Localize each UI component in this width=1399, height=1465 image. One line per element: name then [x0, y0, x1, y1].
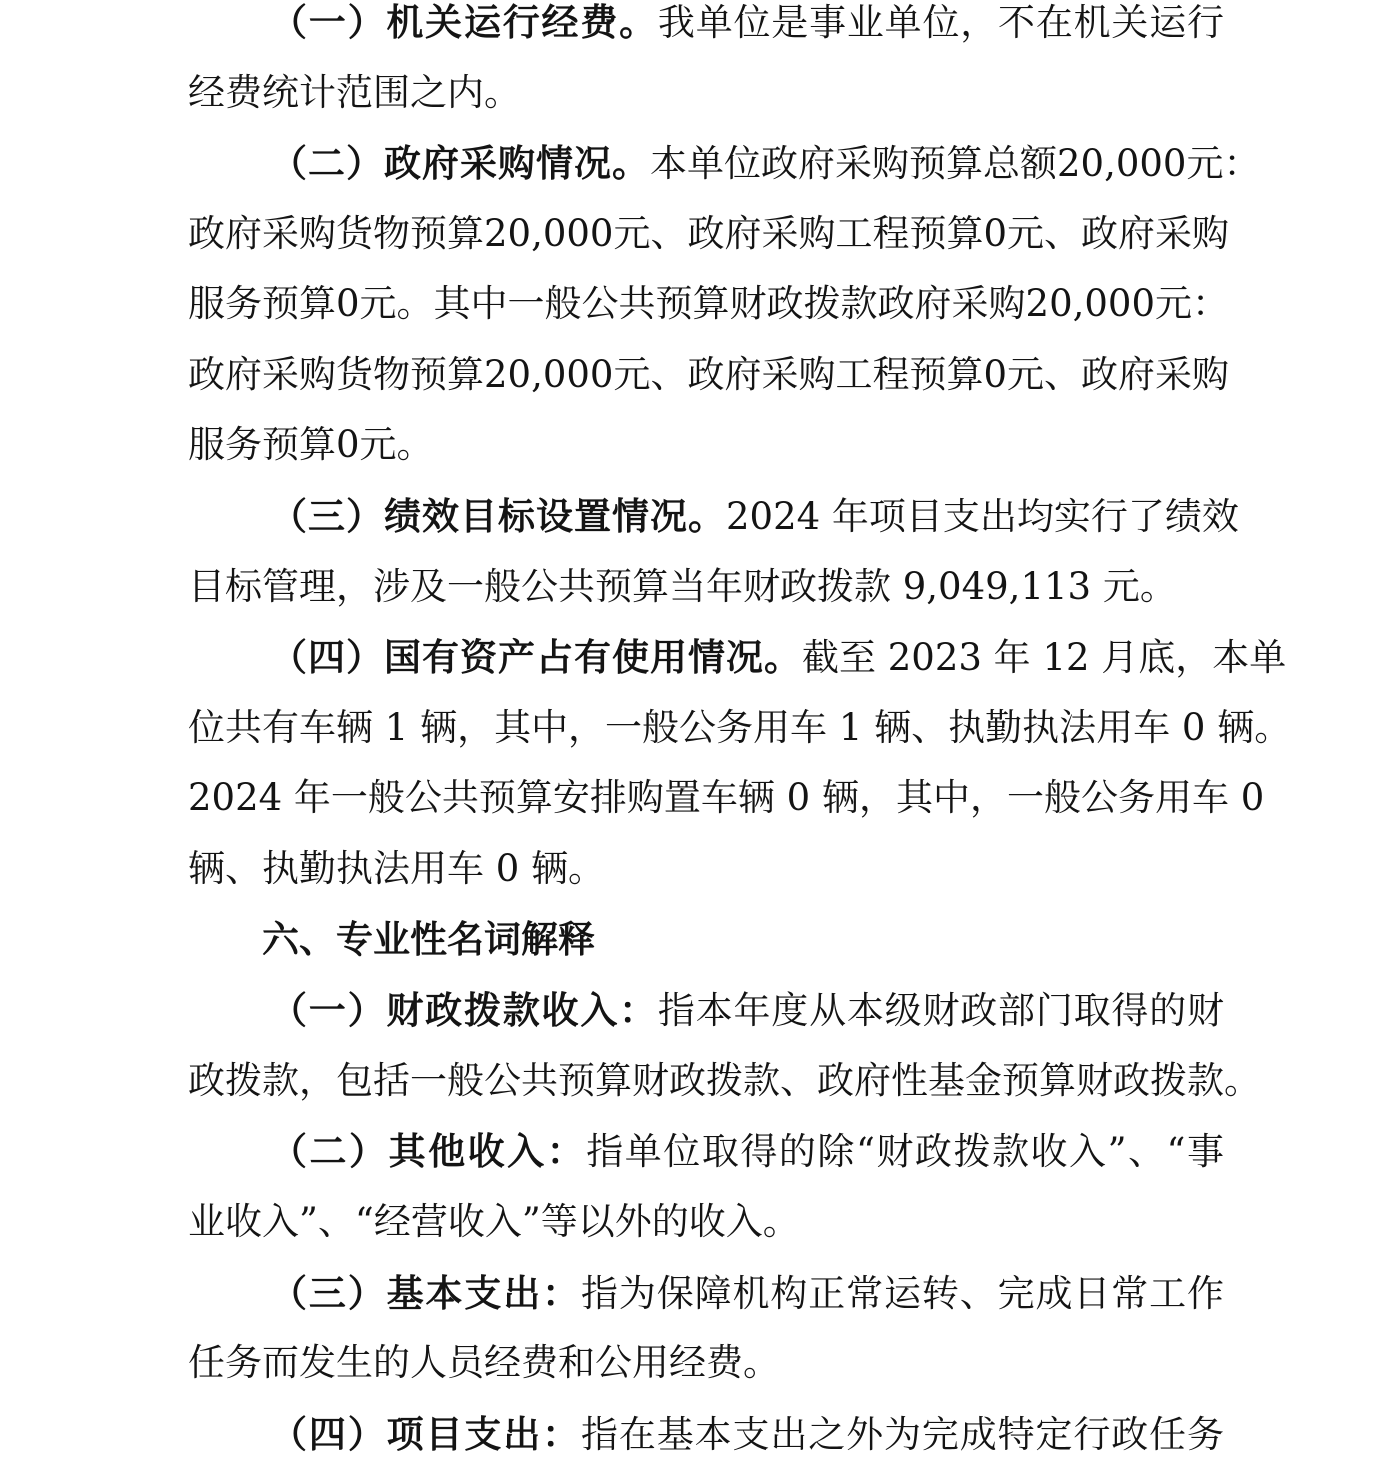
section-heading: 六、专业性名词解释: [262, 918, 595, 961]
paragraph-text: 我单位是事业单位，不在机关运行: [657, 1, 1225, 44]
paragraph-text: 指为保障机构正常运转、完成日常工作: [581, 1272, 1224, 1315]
section-title: （三）绩效目标设置情况。: [270, 494, 726, 538]
paragraph-line: [270, 980, 1224, 1040]
paragraph-line: 业收入”、“经营收入”等以外的收入。: [188, 1200, 800, 1243]
paragraph-line: [270, 1404, 1224, 1464]
paragraph-line: 2024 年一般公共预算安排购置车辆 0 辆，其中，一般公务用车 0: [188, 776, 1265, 819]
paragraph-line: [270, 486, 1239, 546]
section-title: （二）政府采购情况。: [270, 141, 650, 185]
paragraph-line: 服务预算0元。其中一般公共预算财政拨款政府采购20,000元：: [188, 282, 1230, 325]
paragraph-line: 政府采购货物预算20,000元、政府采购工程预算0元、政府采购: [188, 212, 1230, 255]
paragraph-line: 政府采购货物预算20,000元、政府采购工程预算0元、政府采购: [188, 353, 1230, 396]
paragraph-text: 指单位取得的除“财政拨款收入”、“事: [586, 1130, 1225, 1173]
paragraph-text: 指在基本支出之外为完成特定行政任务: [581, 1413, 1224, 1456]
paragraph-line: [270, 0, 1224, 52]
paragraph-line: 辆、执勤执法用车 0 辆。: [188, 847, 606, 890]
paragraph-line: 经费统计范围之内。: [188, 71, 521, 114]
paragraph-line: 服务预算0元。: [188, 423, 434, 466]
section-title: （四）国有资产占有使用情况。: [270, 635, 802, 679]
paragraph-line: 任务而发生的人员经费和公用经费。: [188, 1341, 780, 1384]
paragraph-text: 指本年度从本级财政部门取得的财: [657, 989, 1225, 1032]
paragraph-line: [270, 1263, 1224, 1323]
section-title: （一）机关运行经费。: [270, 0, 658, 44]
term-title: （三）基本支出：: [270, 1271, 581, 1315]
paragraph-line: 政拨款，包括一般公共预算财政拨款、政府性基金预算财政拨款。: [188, 1059, 1261, 1102]
paragraph-line: [270, 1121, 1224, 1181]
paragraph-line: [270, 133, 1261, 193]
paragraph-line: [270, 627, 1287, 687]
term-title: （一）财政拨款收入：: [270, 988, 658, 1032]
paragraph-text: 2024 年项目支出均实行了绩效: [726, 495, 1239, 538]
paragraph-text: 本单位政府采购预算总额20,000元：: [650, 142, 1261, 185]
term-title: （二）其他收入：: [270, 1129, 587, 1173]
paragraph-line: 位共有车辆 1 辆，其中，一般公务用车 1 辆、执勤执法用车 0 辆。: [188, 706, 1292, 749]
term-title: （四）项目支出：: [270, 1412, 581, 1456]
paragraph-line: 目标管理，涉及一般公共预算当年财政拨款 9,049,113 元。: [188, 565, 1177, 608]
paragraph-text: 截至 2023 年 12 月底，本单: [802, 636, 1287, 679]
